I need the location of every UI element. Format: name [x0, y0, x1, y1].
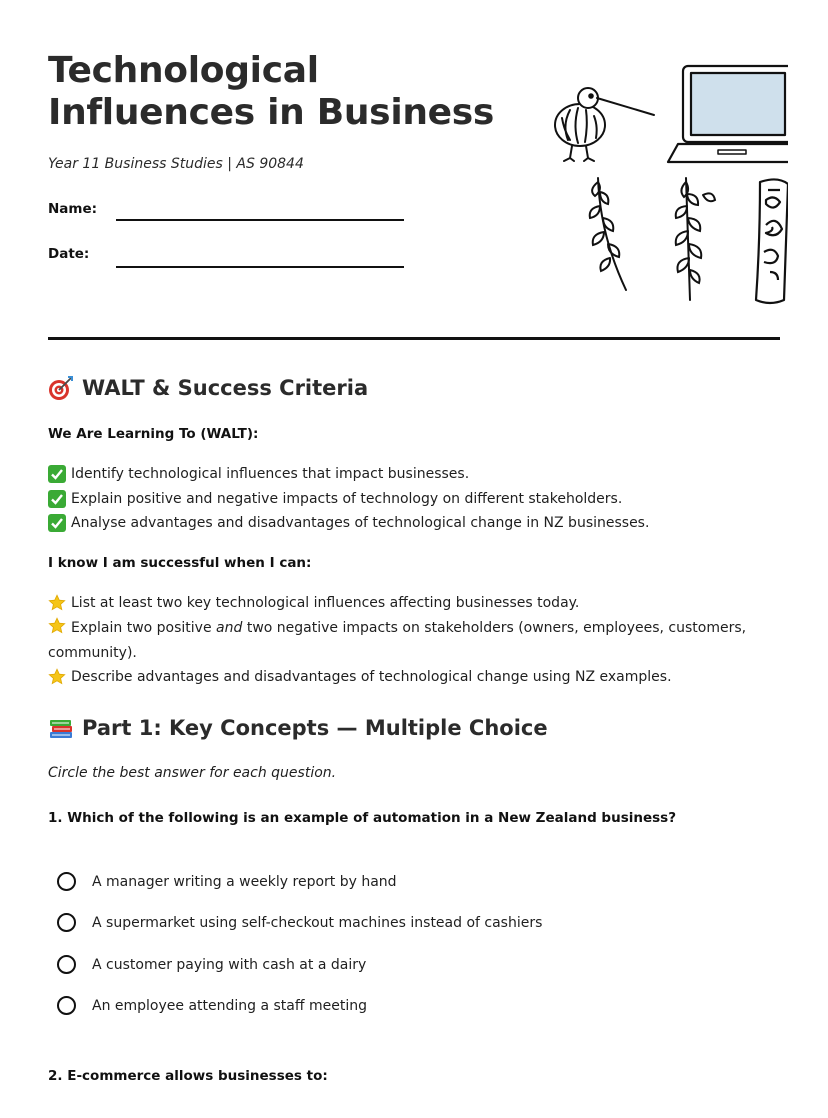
carved-wood-icon [756, 179, 788, 303]
option-label: A manager writing a weekly report by hand [92, 873, 397, 890]
part1-heading [48, 715, 548, 741]
walt-item [48, 514, 649, 532]
success-item-text: Explain two positive [71, 620, 212, 636]
walt-item [48, 465, 469, 483]
success-item-text: two negative impacts on stakeholders (owners, employees, customers, community). [48, 620, 747, 661]
star-icon [48, 668, 66, 686]
success-item-text: Describe advantages and disadvantages of technological change using NZ examples. [71, 669, 672, 685]
success-item-emphasis: and [216, 620, 243, 636]
part1-instruction: Circle the best answer for each question. [48, 765, 337, 781]
option-label: A supermarket using self-checkout machines instead of cashiers [92, 914, 543, 931]
option-label: A customer paying with cash at a dairy [92, 956, 367, 973]
question-1-text: 1. Which of the following is an example of automation in a New Zealand business? [48, 810, 677, 826]
walt-subheading: We Are Learning To (WALT): [48, 426, 259, 442]
q1-option-b[interactable] [57, 913, 542, 932]
part1-heading-text: Part 1: Key Concepts — Multiple Choice [82, 716, 548, 740]
option-label: An employee attending a staff meeting [92, 997, 367, 1014]
radio-circle[interactable] [57, 996, 76, 1015]
question-2-text: 2. E-commerce allows businesses to: [48, 1068, 328, 1084]
page-title [48, 50, 518, 134]
q1-option-d[interactable] [57, 996, 367, 1015]
books-icon [48, 715, 74, 741]
q1-option-a[interactable] [57, 872, 397, 891]
success-subheading: I know I am successful when I can: [48, 555, 312, 571]
target-dart-icon [48, 375, 74, 401]
page-subtitle: Year 11 Business Studies | AS 90844 [48, 156, 304, 172]
q1-option-c[interactable] [57, 955, 366, 974]
title-line-2: Influences in Business [48, 92, 495, 133]
radio-circle[interactable] [57, 955, 76, 974]
kiwi-bird-icon [555, 88, 654, 161]
success-item [48, 594, 579, 612]
title-line-1: Technological [48, 50, 319, 91]
walt-heading [48, 375, 368, 401]
walt-item-text: Identify technological influences that impact businesses. [71, 466, 470, 482]
fern-leaf-icon [590, 178, 626, 290]
checkmark-icon [48, 490, 66, 508]
success-item [48, 668, 672, 686]
checkmark-icon [48, 514, 66, 532]
walt-item [48, 490, 622, 508]
checkmark-icon [48, 465, 66, 483]
walt-item-text: Explain positive and negative impacts of technology on different stakeholders. [71, 491, 623, 507]
name-label: Name: [48, 201, 98, 217]
star-icon [48, 617, 66, 635]
header-illustrations [538, 60, 788, 310]
success-item [48, 616, 748, 666]
success-item-text: List at least two key technological influences affecting businesses today. [71, 595, 580, 611]
fern-leaf-icon [676, 178, 715, 300]
date-field[interactable] [116, 266, 404, 268]
date-label: Date: [48, 246, 90, 262]
section-divider [48, 337, 780, 340]
walt-item-text: Analyse advantages and disadvantages of technological change in NZ businesses. [71, 515, 650, 531]
radio-circle[interactable] [57, 872, 76, 891]
radio-circle[interactable] [57, 913, 76, 932]
name-field[interactable] [116, 219, 404, 221]
laptop-icon [668, 66, 788, 162]
walt-heading-text: WALT & Success Criteria [82, 376, 369, 400]
star-icon [48, 594, 66, 612]
